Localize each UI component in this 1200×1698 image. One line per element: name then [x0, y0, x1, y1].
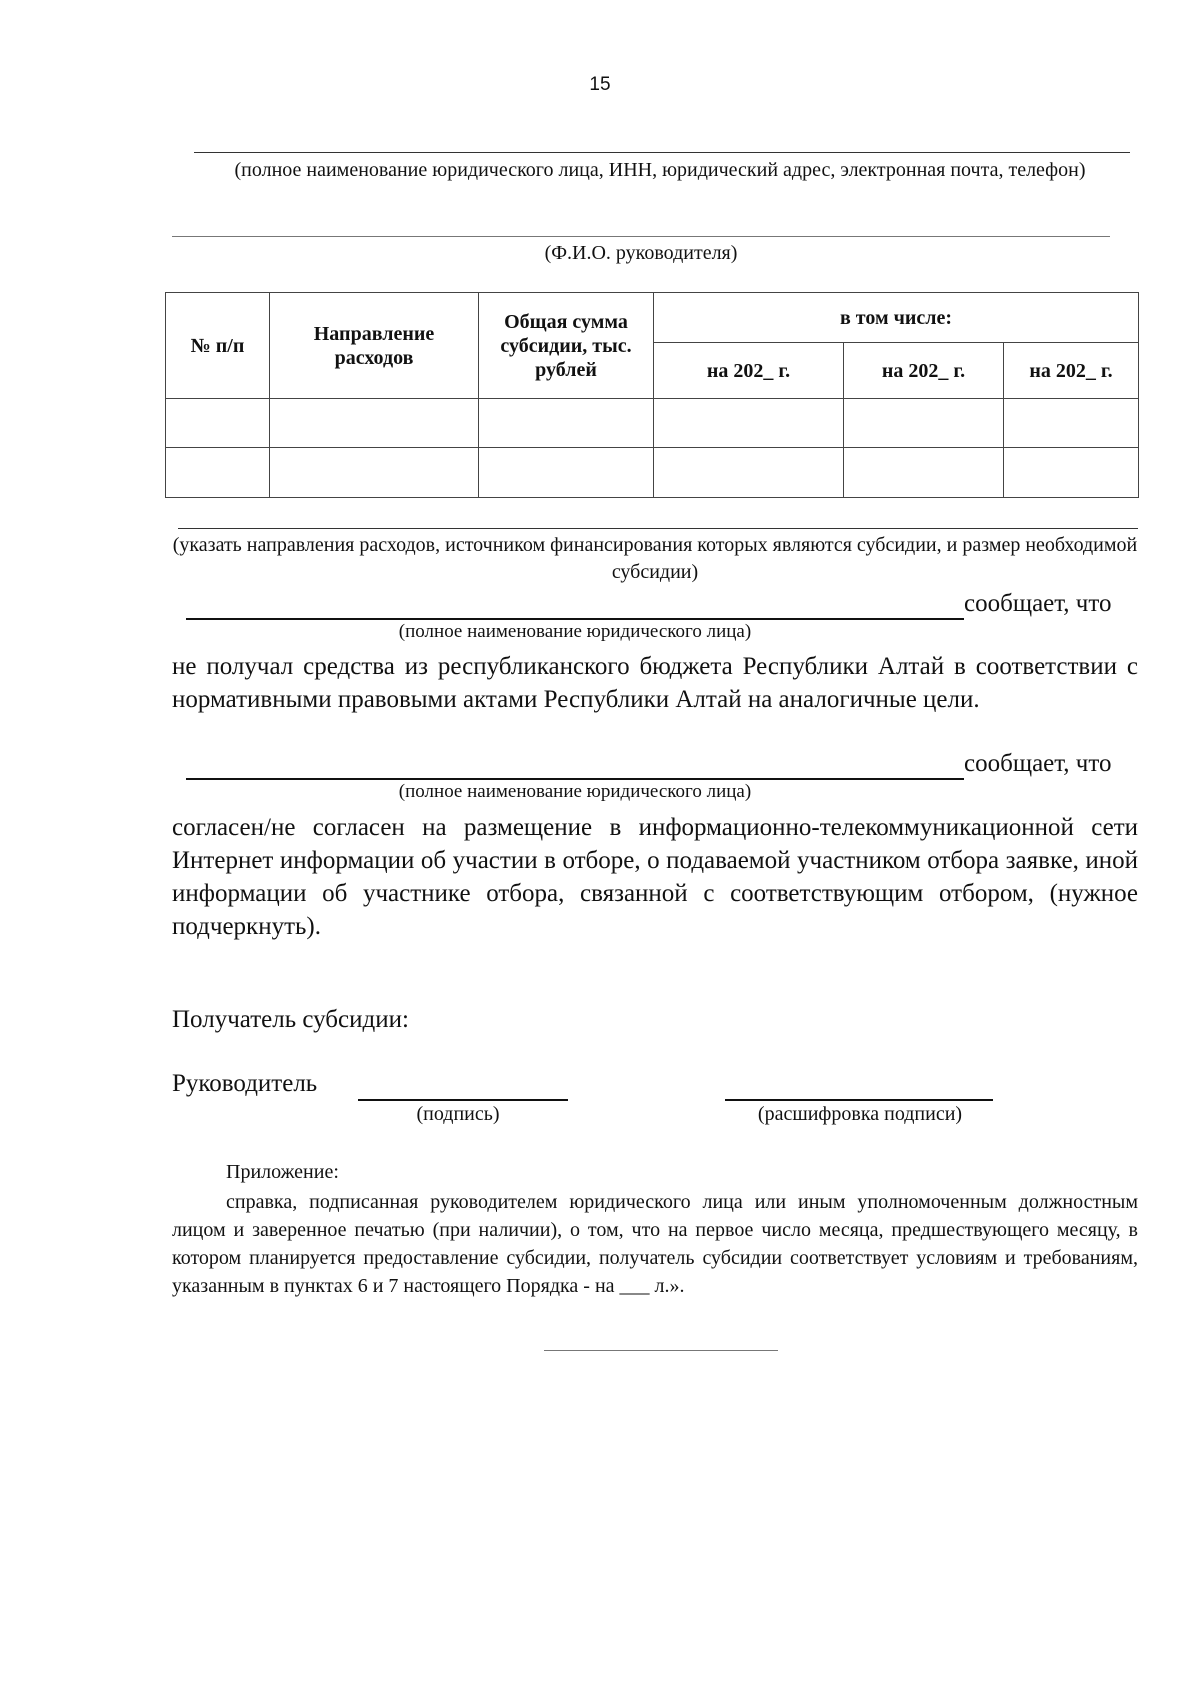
year-col-2: на 202_ г.: [844, 343, 1004, 399]
table-cell: [270, 399, 479, 448]
org-caption: (полное наименование юридического лица, ИНН, юридический адрес, электронная почта, телефон): [234, 159, 1086, 181]
closing-line: [544, 1350, 778, 1351]
decoding-caption: (расшифровка подписи): [757, 1103, 963, 1125]
table-cell: [654, 448, 844, 498]
block1-text: не получал средства из республиканского бюджета Республики Алтай в соответствии с нормативными правовыми актами Республики Алтай на аналогичные цели.: [172, 653, 1138, 713]
table-cell: [844, 399, 1004, 448]
recipient-label: Получатель субсидии:: [172, 1006, 409, 1033]
decoding-line: [725, 1099, 993, 1101]
col-num-header: № п/п: [166, 293, 270, 399]
reports-text-1: сообщает, что: [964, 590, 1112, 617]
org-name-line: [194, 152, 1130, 153]
col-direction-header: Направление расходов: [270, 293, 479, 399]
table-cell: [166, 399, 270, 448]
head-caption: (Ф.И.О. руководителя): [544, 242, 738, 264]
block2-text: согласен/не согласен на размещение в информационно-телекоммуникационной сети Интернет информации об участии в отборе, о подаваемой участником отбора заявке, иной информации об участнике отбора, связанной с соответствующим отбором, (нужное подчеркнуть).: [172, 814, 1138, 940]
head-name-line: [172, 236, 1110, 237]
table-cell: [479, 399, 654, 448]
col-including-header: в том числе:: [654, 293, 1139, 343]
reports-text-2: сообщает, что: [964, 750, 1112, 777]
table-cell: [844, 448, 1004, 498]
signature-caption: (подпись): [416, 1103, 500, 1125]
table-caption: (указать направления расходов, источником финансирования которых являются субсидии, и размер необходимой субсидии): [172, 534, 1138, 583]
table-row: [166, 399, 1139, 448]
expenses-table: [165, 292, 1139, 498]
attachment-title: Приложение:: [226, 1161, 339, 1183]
table-cell: [166, 448, 270, 498]
head-label: Руководитель: [172, 1070, 318, 1097]
table-cell: [1004, 399, 1139, 448]
table-cell: [654, 399, 844, 448]
table-cell: [1004, 448, 1139, 498]
page-number: 15: [589, 74, 611, 95]
org-caption-2: (полное наименование юридического лица): [398, 781, 752, 802]
directions-line: [178, 528, 1138, 529]
year-col-3: на 202_ г.: [1004, 343, 1139, 399]
table-cell: [270, 448, 479, 498]
signature-line: [358, 1099, 568, 1101]
table-cell: [479, 448, 654, 498]
col-total-header: Общая сумма субсидии, тыс. рублей: [479, 293, 654, 399]
attachment-text: справка, подписанная руководителем юридического лица или иным уполномоченным должностным лицом и заверенное печатью (при наличии), о том, что на первое число месяца, предшествующего месяцу, в котором планируется предоставление субсидии, получатель субсидии соответствует условиям и требованиям, указанным в пунктах 6 и 7 настоящего Порядка - на ___ л.».: [172, 1191, 1138, 1297]
org-caption-1: (полное наименование юридического лица): [398, 621, 752, 642]
table-row: [166, 448, 1139, 498]
year-col-1: на 202_ г.: [654, 343, 844, 399]
